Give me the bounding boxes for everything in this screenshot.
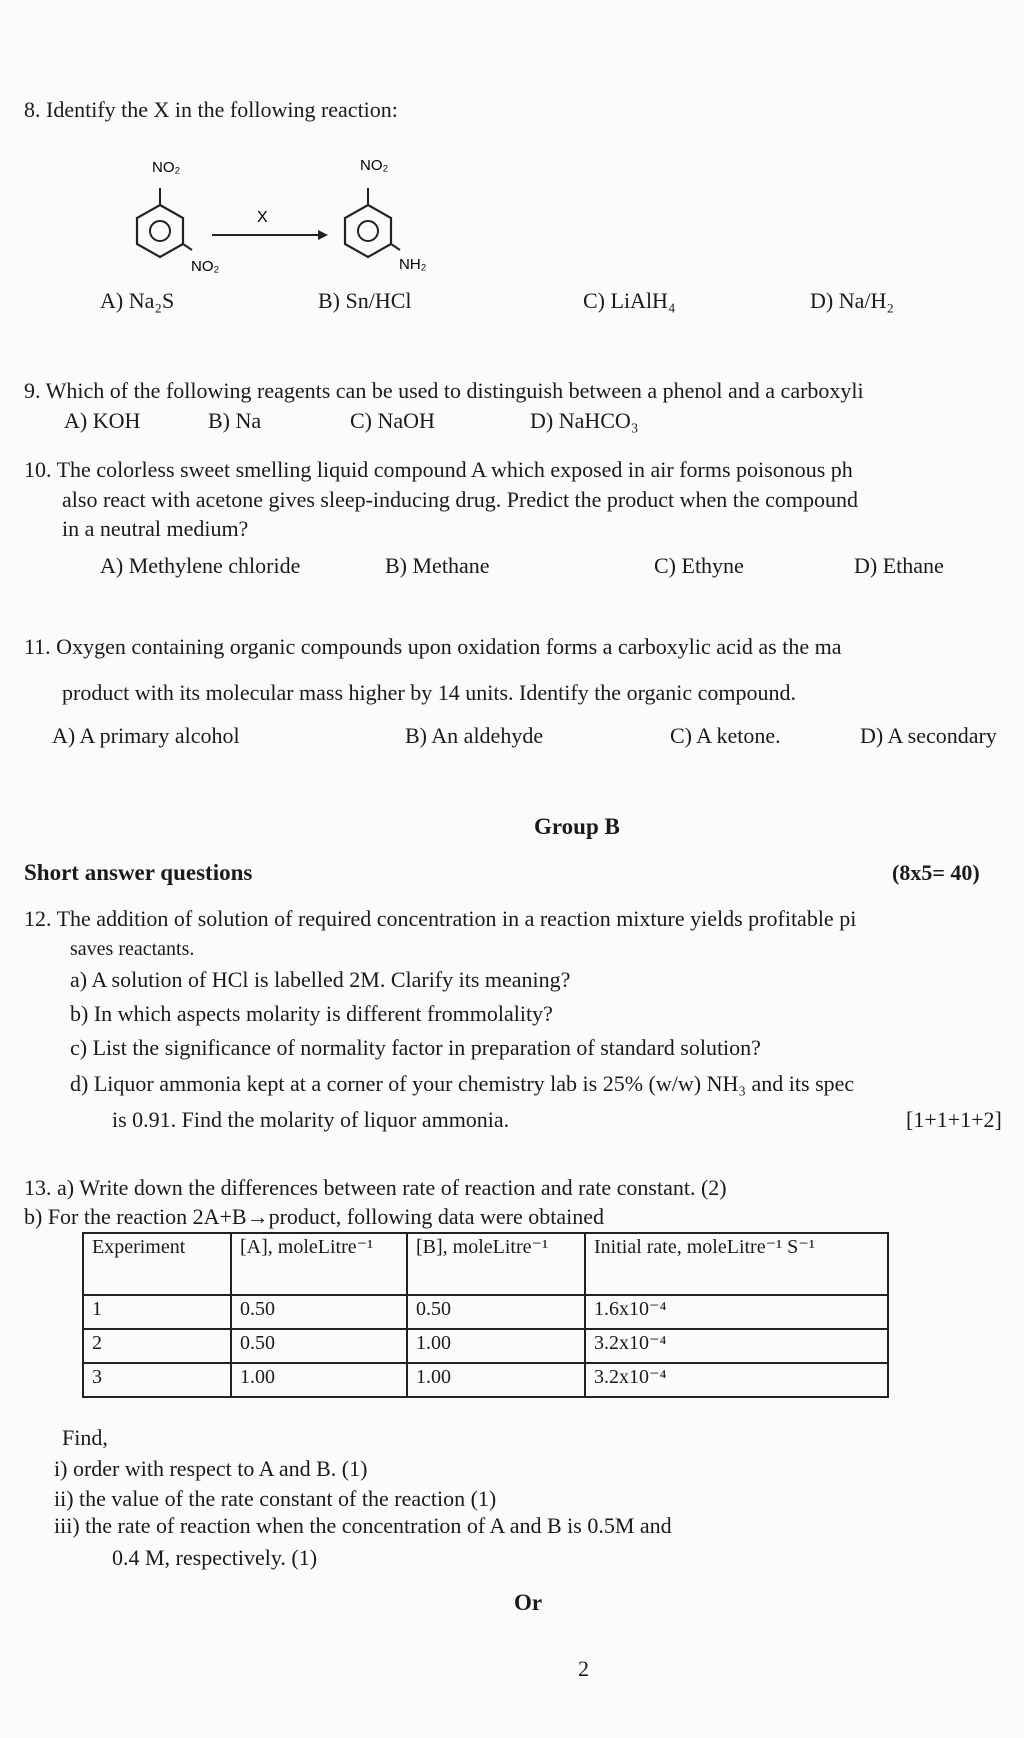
product-top-group: NO₂ (360, 157, 389, 174)
table-cell: 1.00 (407, 1329, 585, 1363)
q11-line2: product with its molecular mass higher by 14 units. Identify the organic compound. (62, 680, 797, 705)
q9-option-c: C) NaOH (350, 408, 435, 433)
q10-line1: 10. The colorless sweet smelling liquid compound A which exposed in air forms poisonous ph (24, 457, 853, 482)
q10-option-c: C) Ethyne (654, 553, 744, 578)
q9-option-b: B) Na (208, 408, 262, 433)
arrow-label: X (257, 209, 268, 226)
section-title: Short answer questions (24, 860, 253, 885)
q8-text: 8. Identify the X in the following reaction: (24, 97, 398, 122)
table-cell: 1.00 (231, 1363, 407, 1397)
table-cell: 3 (83, 1363, 231, 1397)
q12-part-d-line2: is 0.91. Find the molarity of liquor ammonia. (112, 1107, 510, 1132)
table-cell: 3.2x10⁻⁴ (585, 1363, 888, 1397)
table-header-cell: Initial rate, moleLitre⁻¹ S⁻¹ (585, 1233, 888, 1295)
q12-part-a: a) A solution of HCl is labelled 2M. Clarify its meaning? (70, 967, 571, 992)
section-marks: (8x5= 40) (892, 860, 980, 885)
benzene-ring-reactant (137, 188, 192, 257)
q11-line1: 11. Oxygen containing organic compounds upon oxidation forms a carboxylic acid as the ma (24, 634, 842, 659)
q9-text: 9. Which of the following reagents can be used to distinguish between a phenol and a carboxyli (24, 378, 864, 403)
reactant-top-group: NO₂ (152, 159, 181, 176)
q10-option-b: B) Methane (385, 553, 490, 578)
q11-option-d: D) A secondary (860, 723, 997, 748)
table-row (83, 1329, 888, 1363)
rate-data-table (82, 1232, 889, 1398)
reactant-side-group: NO₂ (191, 258, 220, 275)
group-title: Group B (534, 814, 620, 839)
table-cell: 1.6x10⁻⁴ (585, 1295, 888, 1329)
table-header-cell: Experiment (83, 1233, 231, 1295)
q10-line2: also react with acetone gives sleep-inducing drug. Predict the product when the compound (62, 487, 859, 512)
table-row (83, 1295, 888, 1329)
q11-option-a: A) A primary alcohol (52, 723, 240, 748)
arrow-head (318, 230, 328, 240)
q9-option-d: D) NaHCO₃ (530, 408, 639, 433)
table-cell: 1.00 (407, 1363, 585, 1397)
q8-option-d: D) Na/H₂ (810, 288, 895, 313)
table-cell: 3.2x10⁻⁴ (585, 1329, 888, 1363)
table-header-row (83, 1233, 888, 1295)
table-cell: 2 (83, 1329, 231, 1363)
q13-find-iii-line2: 0.4 M, respectively. (1) (112, 1545, 318, 1570)
q13-part-a: 13. a) Write down the differences between rate of reaction and rate constant. (2) (24, 1175, 727, 1200)
q12-line2: saves reactants. (70, 938, 195, 960)
q12-part-c: c) List the significance of normality factor in preparation of standard solution? (70, 1035, 761, 1060)
q8-option-c: C) LiAlH₄ (583, 288, 676, 313)
q13-find-i: i) order with respect to A and B. (1) (54, 1456, 368, 1481)
product-side-group: NH₂ (399, 256, 427, 273)
q8-option-a: A) Na₂S (100, 288, 175, 313)
q13-find: Find, (62, 1425, 108, 1450)
table-header-cell: [A], moleLitre⁻¹ (231, 1233, 407, 1295)
table-row (83, 1363, 888, 1397)
q10-line3: in a neutral medium? (62, 516, 249, 541)
table-cell: 1 (83, 1295, 231, 1329)
table-cell: 0.50 (231, 1295, 407, 1329)
q9-option-a: A) KOH (64, 408, 141, 433)
page-number: 2 (578, 1656, 589, 1681)
q10-option-a: A) Methylene chloride (100, 553, 301, 578)
table-cell: 0.50 (407, 1295, 585, 1329)
q11-option-c: C) A ketone. (670, 723, 781, 748)
q10-option-d: D) Ethane (854, 553, 944, 578)
reaction-scheme (120, 150, 480, 290)
q13-find-ii: ii) the value of the rate constant of the reaction (1) (54, 1486, 497, 1511)
q12-line1: 12. The addition of solution of required concentration in a reaction mixture yields profitable pi (24, 906, 857, 931)
q12-marks: [1+1+1+2] (906, 1107, 1002, 1132)
q12-part-d-line1: d) Liquor ammonia kept at a corner of your chemistry lab is 25% (w/w) NH₃ and its spec (70, 1071, 855, 1096)
q11-option-b: B) An aldehyde (405, 723, 544, 748)
q12-part-b: b) In which aspects molarity is different frommolality? (70, 1001, 553, 1026)
or-separator: Or (514, 1590, 543, 1615)
table-cell: 0.50 (231, 1329, 407, 1363)
table-header-cell: [B], moleLitre⁻¹ (407, 1233, 585, 1295)
q13-part-b: b) For the reaction 2A+B→product, following data were obtained (24, 1204, 604, 1229)
q8-option-b: B) Sn/HCl (318, 288, 412, 313)
q13-find-iii-line1: iii) the rate of reaction when the concentration of A and B is 0.5M and (54, 1513, 672, 1538)
benzene-ring-product (345, 188, 400, 257)
